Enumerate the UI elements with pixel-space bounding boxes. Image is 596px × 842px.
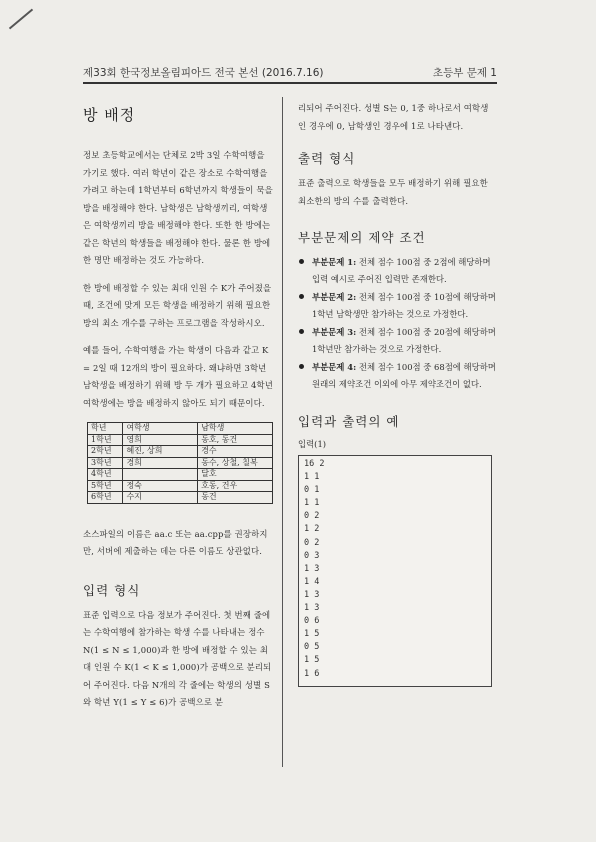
table-row (88, 492, 273, 504)
table-header-cell: 학년 (88, 423, 123, 435)
input-example-box (298, 455, 492, 687)
subtask-text: 전체 점수 100점 중 68점에 해당하며 원래의 제약조건 이외에 아무 제약조건이 없다. (312, 362, 496, 389)
input-line: 0 2 (304, 511, 320, 522)
subtask-text: 전체 점수 100점 중 20점에 해당하며 1학년만 참가하는 것으로 가정한다. (312, 327, 496, 354)
table-cell (123, 469, 198, 481)
page-header (83, 62, 497, 80)
list-item (298, 289, 496, 322)
input-line: 1 3 (304, 589, 320, 600)
table-cell: 호동, 건우 (198, 480, 273, 492)
example-paragraph: 예를 들어, 수학여행을 가는 학생이 다음과 같고 K = 2일 때 12개의 방이 필요하다. 왜냐하면 3학년 남학생을 배정하기 위해 방 두 개가 필요하고 4학년 여학생에는 방을 배정하지 않아도 되기 때문이다. (83, 345, 273, 408)
table-row (88, 457, 273, 469)
input-line: 1 3 (304, 603, 320, 614)
table-row (88, 434, 273, 446)
bullet-icon (299, 329, 304, 334)
column-divider (282, 97, 283, 767)
table-cell: 1학년 (88, 434, 123, 446)
input-example-label: 입력(1) (298, 439, 327, 449)
input-line: 1 2 (304, 524, 320, 535)
subtask-label: 부분문제 2: (312, 292, 357, 302)
left-column (83, 104, 273, 722)
list-item (298, 359, 496, 392)
students-table (87, 422, 273, 504)
subtask-text: 전체 점수 100점 중 2점에 해당하며 입력 예시로 주어진 입력만 존재한다. (312, 257, 491, 284)
input-format-continued: 리되어 주어진다. 성별 S는 0, 1중 하나로서 여학생인 경우에 0, 남학생인 경우에 1로 나타낸다. (298, 103, 489, 131)
output-format-paragraph: 표준 출력으로 학생들을 모두 배정하기 위해 필요한 최소한의 방의 수를 출력한다. (298, 178, 488, 206)
bullet-icon (299, 364, 304, 369)
input-line: 1 6 (304, 668, 320, 679)
table-header-cell: 여학생 (123, 423, 198, 435)
input-line: 0 6 (304, 616, 320, 627)
table-cell: 5학년 (88, 480, 123, 492)
input-line: 1 5 (304, 655, 320, 666)
task-paragraph: 한 방에 배정할 수 있는 최대 인원 수 K가 주어졌을 때, 조건에 맞게 모든 학생을 배정하기 위해 필요한 방의 최소 개수를 구하는 프로그램을 작성하시오. (83, 282, 272, 328)
example-heading: 입력과 출력의 예 (298, 414, 400, 429)
input-line: 0 1 (304, 485, 320, 496)
problem-title: 방 배정 (83, 106, 136, 124)
table-cell: 3학년 (88, 457, 123, 469)
table-cell: 수지 (123, 492, 198, 504)
input-line: 0 5 (304, 642, 320, 653)
input-line: 1 3 (304, 563, 320, 574)
input-line: 1 1 (304, 498, 320, 509)
list-item (298, 254, 496, 287)
source-file-note: 소스파일의 이름은 aa.c 또는 aa.cpp를 권장하지만, 서버에 제출하는 데는 다른 이름도 상관없다. (83, 528, 268, 556)
header-rule (83, 82, 497, 84)
input-format-heading: 입력 형식 (83, 582, 141, 598)
table-row (88, 480, 273, 492)
input-line: 16 2 (304, 459, 325, 469)
table-cell: 6학년 (88, 492, 123, 504)
input-format-paragraph: 표준 입력으로 다음 정보가 주어진다. 첫 번째 줄에는 수학여행에 참가하는 학생 수를 나타내는 정수 N(1 ≤ N ≤ 1,000)과 한 방에 배정할 수 있는 최대 인원 수 K(1 < K ≤ 1,000)가 공백으로 분리되어 주어진다. 다음 N개의 각 줄에는 학생의 성별 S와 학년 Y(1 ≤ Y ≤ 6)가 공백으로 분 (83, 609, 272, 707)
header-problem-number: 초등부 문제 1 (432, 67, 497, 79)
table-cell: 경희 (123, 457, 198, 469)
table-cell: 달호 (198, 469, 273, 481)
input-line: 0 3 (304, 550, 320, 561)
table-row (88, 446, 273, 458)
subtask-list (298, 254, 496, 392)
pen-mark (9, 9, 33, 30)
input-line: 1 1 (304, 472, 320, 483)
subtask-text: 전체 점수 100점 중 10점에 해당하며 1학년 남학생만 참가하는 것으로 가정한다. (312, 292, 496, 319)
table-cell: 정숙 (123, 480, 198, 492)
table-cell: 경수 (198, 446, 273, 458)
table-header-cell: 남학생 (198, 423, 273, 435)
table-cell: 동호, 동건 (198, 434, 273, 446)
table-cell: 혜진, 상희 (123, 446, 198, 458)
table-cell: 4학년 (88, 469, 123, 481)
input-line: 1 4 (304, 576, 320, 587)
table-cell: 동수, 상철, 칠복 (198, 457, 273, 469)
table-header-row (88, 423, 273, 435)
table-cell: 영희 (123, 434, 198, 446)
bullet-icon (299, 294, 304, 299)
subtask-heading: 부분문제의 제약 조건 (298, 230, 426, 245)
right-column (298, 100, 496, 687)
table-cell: 2학년 (88, 446, 123, 458)
output-format-heading: 출력 형식 (298, 151, 356, 166)
intro-paragraph: 정보 초등학교에서는 단체로 2박 3일 수학여행을 가기로 했다. 여러 학년이 같은 장소로 수학여행을 가려고 하는데 1학년부터 6학년까지 학생들이 묵을 방을 배정해야 한다. 남학생은 남학생끼리, 여학생은 여학생끼리 방을 배정해야 한다. 또한 한 방에는 같은 학년의 학생들을 배정해야 한다. 물론 한 방에 한 명만 배정하는 것도 가능하다. (83, 150, 273, 265)
table-row (88, 469, 273, 481)
input-line: 1 5 (304, 629, 320, 640)
table-cell: 동건 (198, 492, 273, 504)
header-contest-title: 제33회 한국정보올림피아드 전국 본선 (2016.7.16) (83, 67, 324, 79)
subtask-label: 부분문제 3: (312, 327, 357, 337)
input-line: 0 2 (304, 537, 320, 548)
list-item (298, 324, 496, 357)
subtask-label: 부분문제 1: (312, 257, 357, 267)
subtask-label: 부분문제 4: (312, 362, 357, 372)
bullet-icon (299, 259, 304, 264)
